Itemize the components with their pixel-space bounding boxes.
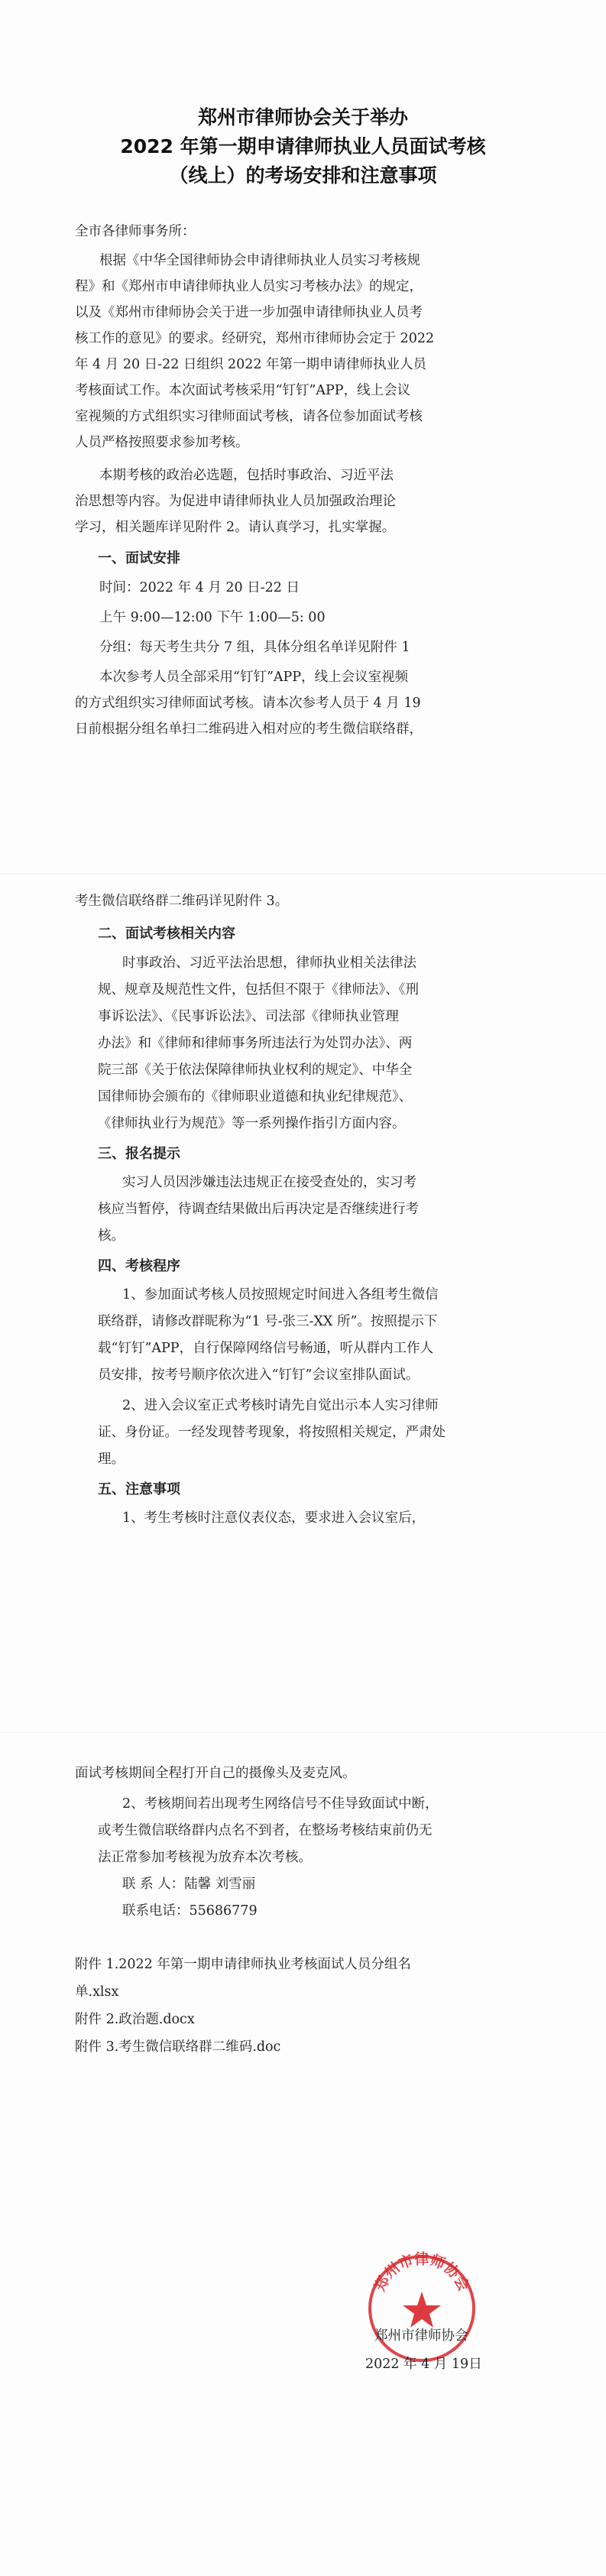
title-line-3: （线上）的考场安排和注意事项 xyxy=(169,164,437,187)
section-1-line: 时间：2022 年 4 月 20 日-22 日 xyxy=(99,580,300,595)
section-3-line: 核应当暂停，待调查结果做出后再决定是否继续进行考 xyxy=(98,1202,419,1217)
section-1-line: 分组：每天考生共分 7 组，具体分组名单详见附件 1 xyxy=(99,640,410,655)
contact-phone: 联系电话：55686779 xyxy=(122,1903,258,1919)
section-4-line: 员安排，按考号顺序依次进入“钉钉”会议室排队面试。 xyxy=(98,1367,420,1383)
section-4-line: 载“钉钉”APP，自行保障网络信号畅通，听从群内工作人 xyxy=(98,1341,434,1356)
attachment-line: 附件 2.政治题.docx xyxy=(75,2012,195,2027)
intro-line: 根据《中华全国律师协会申请律师执业人员实习考核规 xyxy=(99,253,420,268)
intro-line: 考核面试工作。本次面试考核采用“钉钉”APP，线上会议 xyxy=(75,383,411,398)
title-line-2: 2022 年第一期申请律师执业人员面试考核 xyxy=(120,135,486,157)
notice-line: 2、考核期间若出现考生网络信号不佳导致面试中断， xyxy=(122,1796,439,1812)
politics-line: 治思想等内容。为促进申请律师执业人员加强政治理论 xyxy=(75,494,396,509)
section-4-line: 证、身份证。一经发现替考现象，将按照相关规定，严肃处 xyxy=(98,1425,446,1440)
contact-person: 联 系 人：陆馨 刘雪丽 xyxy=(122,1877,256,1892)
page-3 xyxy=(0,1732,606,2576)
attachment-line: 单.xlsx xyxy=(75,1984,119,2000)
section-1-line: 日前根据分组名单扫二维码进入相对应的考生微信联络群， xyxy=(75,722,423,737)
section-1-line: 的方式组织实习律师面试考核。请本次参考人员于 4 月 19 xyxy=(75,696,421,711)
signature-org: 郑州市律师协会 xyxy=(374,2328,468,2344)
section-4-line: 1、参加面试考核人员按照规定时间进入各组考生微信 xyxy=(122,1287,439,1303)
section-2-heading: 二、面试考核相关内容 xyxy=(98,926,235,942)
section-2-line: 国律师协会颁布的《律师职业道德和执业纪律规范》、 xyxy=(98,1089,413,1105)
section-2-line: 《律师执业行为规范》等一系列操作指引方面内容。 xyxy=(98,1116,406,1131)
section-4-heading: 四、考核程序 xyxy=(98,1258,180,1274)
continuation-line: 考生微信联络群二维码详见附件 3。 xyxy=(75,894,289,909)
signature-date: 2022 年 4 月 19日 xyxy=(365,2357,482,2372)
section-5-line: 1、考生考核时注意仪表仪态，要求进入会议室后， xyxy=(122,1510,426,1526)
official-seal-icon xyxy=(361,2247,483,2370)
intro-line: 以及《郑州市律师协会关于进一步加强申请律师执业人员考 xyxy=(75,305,423,320)
section-3-heading: 三、报名提示 xyxy=(98,1146,180,1162)
section-1-line: 本次参考人员全部采用“钉钉”APP，线上会议室视频 xyxy=(99,670,409,685)
intro-line: 核工作的意见》的要求。经研究，郑州市律师协会定于 2022 xyxy=(75,331,435,346)
section-4-line: 联络群，请修改群昵称为“1 号-张三-XX 所”。按照提示下 xyxy=(98,1314,438,1329)
salutation: 全市各律师事务所： xyxy=(75,224,196,239)
attachment-line: 附件 1.2022 年第一期申请律师执业考核面试人员分组名 xyxy=(75,1957,411,1972)
politics-line: 本期考核的政治必选题，包括时事政治、习近平法 xyxy=(99,468,394,483)
attachment-line: 附件 3.考生微信联络群二维码.doc xyxy=(75,2039,281,2055)
page-1 xyxy=(0,0,606,874)
intro-line: 年 4 月 20 日-22 日组织 2022 年第一期申请律师执业人员 xyxy=(75,357,427,372)
notice-line: 面试考核期间全程打开自己的摄像头及麦克风。 xyxy=(75,1766,356,1781)
seal-text: 郑州市律师协会 xyxy=(371,2250,472,2294)
section-1-line: 上午 9:00—12:00 下午 1:00—5: 00 xyxy=(99,610,326,625)
section-2-line: 事诉讼法》、《民事诉讼法》、司法部《律师执业管理 xyxy=(98,1009,399,1024)
section-1-heading: 一、面试安排 xyxy=(98,550,180,566)
intro-line: 室视频的方式组织实习律师面试考核，请各位参加面试考核 xyxy=(75,409,423,424)
section-3-line: 实习人员因涉嫌违法违规正在接受查处的，实习考 xyxy=(122,1175,416,1190)
section-2-line: 院三部《关于依法保障律师执业权利的规定》、中华全 xyxy=(98,1063,413,1078)
intro-line: 程》和《郑州市申请律师执业人员实习考核办法》的规定， xyxy=(75,279,423,294)
page-2 xyxy=(0,874,606,1733)
section-4-line: 2、进入会议室正式考核时请先自觉出示本人实习律师 xyxy=(122,1398,439,1413)
section-3-line: 核。 xyxy=(98,1228,125,1244)
title-line-1: 郑州市律师协会关于举办 xyxy=(197,106,408,128)
section-2-line: 时事政治、习近平法治思想，律师执业相关法律法 xyxy=(122,955,416,971)
svg-text:郑州市律师协会 xyxy=(371,2250,473,2295)
notice-line: 法正常参加考核视为放弃本次考核。 xyxy=(98,1850,312,1865)
politics-line: 学习，相关题库详见附件 2。请认真学习，扎实掌握。 xyxy=(75,520,396,535)
section-4-line: 理。 xyxy=(98,1452,125,1467)
section-2-line: 办法》和《律师和律师事务所违法行为处罚办法》、两 xyxy=(98,1036,413,1051)
intro-line: 人员严格按照要求参加考核。 xyxy=(75,435,249,450)
notice-line: 或考生微信联络群内点名不到者，在整场考核结束前仍无 xyxy=(98,1823,433,1838)
section-5-heading: 五、注意事项 xyxy=(98,1481,180,1497)
section-2-line: 规、规章及规范性文件，包括但不限于《律师法》、《刑 xyxy=(98,982,419,998)
